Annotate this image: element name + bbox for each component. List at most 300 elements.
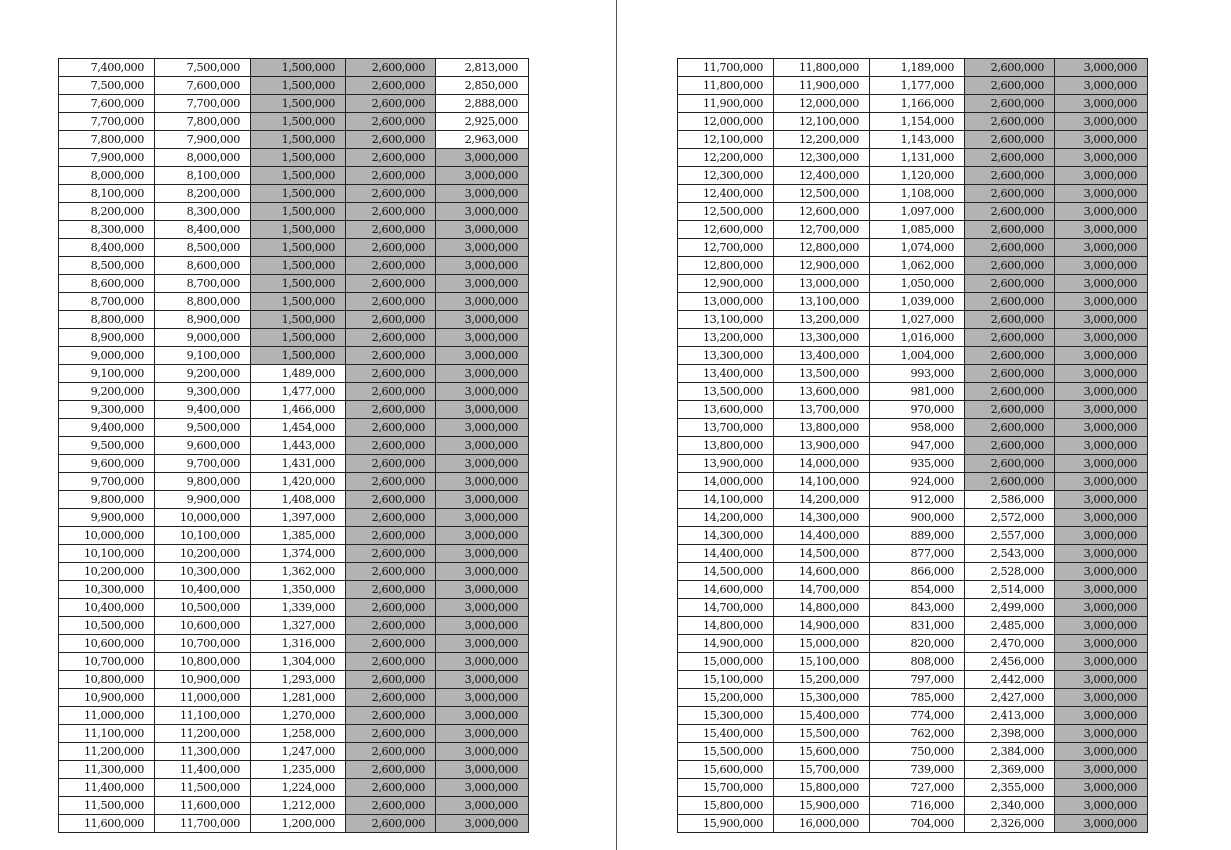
table-cell: 2,600,000 (346, 725, 436, 743)
table-cell: 2,600,000 (346, 257, 436, 275)
table-cell: 3,000,000 (436, 167, 529, 185)
table-row (678, 257, 1148, 275)
table-cell: 7,900,000 (155, 131, 251, 149)
table-cell: 2,600,000 (346, 527, 436, 545)
table-cell: 1,477,000 (251, 383, 346, 401)
table-cell: 3,000,000 (436, 293, 529, 311)
table-cell: 12,200,000 (678, 149, 774, 167)
table-cell: 2,600,000 (346, 239, 436, 257)
table-cell: 9,200,000 (155, 365, 251, 383)
table-row (678, 797, 1148, 815)
table-cell: 15,000,000 (678, 653, 774, 671)
table-cell: 2,600,000 (346, 653, 436, 671)
table-row (678, 455, 1148, 473)
table-cell: 2,600,000 (346, 203, 436, 221)
table-cell: 970,000 (870, 401, 965, 419)
table-row (678, 401, 1148, 419)
table-cell: 8,800,000 (155, 293, 251, 311)
table-cell: 11,200,000 (155, 725, 251, 743)
table-cell: 1,177,000 (870, 77, 965, 95)
table-cell: 15,100,000 (774, 653, 870, 671)
table-cell: 3,000,000 (436, 563, 529, 581)
table-cell: 13,800,000 (774, 419, 870, 437)
table-cell: 3,000,000 (1055, 293, 1148, 311)
table-cell: 1,500,000 (251, 239, 346, 257)
table-cell: 1,443,000 (251, 437, 346, 455)
table-cell: 13,300,000 (774, 329, 870, 347)
table-cell: 1,120,000 (870, 167, 965, 185)
table-cell: 2,600,000 (965, 239, 1055, 257)
table-cell: 9,600,000 (59, 455, 155, 473)
table-cell: 1,316,000 (251, 635, 346, 653)
table-cell: 2,600,000 (965, 257, 1055, 275)
table-cell: 1,039,000 (870, 293, 965, 311)
table-cell: 14,600,000 (678, 581, 774, 599)
table-row (59, 185, 529, 203)
table-row (678, 635, 1148, 653)
table-cell: 3,000,000 (1055, 509, 1148, 527)
table-cell: 2,813,000 (436, 59, 529, 77)
table-cell: 981,000 (870, 383, 965, 401)
table-row (59, 401, 529, 419)
table-cell: 808,000 (870, 653, 965, 671)
table-row (59, 725, 529, 743)
table-cell: 1,258,000 (251, 725, 346, 743)
table-cell: 704,000 (870, 815, 965, 833)
table-cell: 2,600,000 (346, 671, 436, 689)
table-cell: 1,385,000 (251, 527, 346, 545)
table-cell: 3,000,000 (436, 383, 529, 401)
table-cell: 3,000,000 (436, 257, 529, 275)
table-cell: 11,300,000 (155, 743, 251, 761)
table-cell: 15,400,000 (678, 725, 774, 743)
table-cell: 3,000,000 (436, 779, 529, 797)
table-cell: 2,925,000 (436, 113, 529, 131)
table-cell: 2,888,000 (436, 95, 529, 113)
table-cell: 3,000,000 (1055, 401, 1148, 419)
table-cell: 9,300,000 (59, 401, 155, 419)
table-cell: 3,000,000 (436, 347, 529, 365)
table-cell: 3,000,000 (436, 815, 529, 833)
table-cell: 10,700,000 (59, 653, 155, 671)
table-cell: 3,000,000 (1055, 437, 1148, 455)
table-row (678, 617, 1148, 635)
table-cell: 1,500,000 (251, 185, 346, 203)
table-cell: 9,700,000 (155, 455, 251, 473)
table-cell: 12,200,000 (774, 131, 870, 149)
table-cell: 13,900,000 (678, 455, 774, 473)
table-cell: 8,500,000 (59, 257, 155, 275)
table-cell: 2,600,000 (346, 635, 436, 653)
table-cell: 2,600,000 (346, 797, 436, 815)
table-cell: 727,000 (870, 779, 965, 797)
table-cell: 15,800,000 (678, 797, 774, 815)
table-cell: 7,800,000 (59, 131, 155, 149)
table-cell: 14,400,000 (774, 527, 870, 545)
table-cell: 2,600,000 (965, 437, 1055, 455)
table-cell: 3,000,000 (436, 437, 529, 455)
table-row (59, 275, 529, 293)
table-cell: 9,100,000 (155, 347, 251, 365)
table-cell: 3,000,000 (1055, 527, 1148, 545)
table-cell: 15,500,000 (774, 725, 870, 743)
table-row (59, 239, 529, 257)
table-cell: 1,500,000 (251, 167, 346, 185)
table-cell: 2,600,000 (346, 95, 436, 113)
table-cell: 1,500,000 (251, 347, 346, 365)
table-cell: 2,600,000 (965, 293, 1055, 311)
table-cell: 3,000,000 (1055, 635, 1148, 653)
table-cell: 3,000,000 (1055, 581, 1148, 599)
table-row (59, 293, 529, 311)
table-cell: 3,000,000 (1055, 365, 1148, 383)
table-cell: 12,000,000 (678, 113, 774, 131)
table-cell: 2,600,000 (346, 743, 436, 761)
table-cell: 8,100,000 (59, 185, 155, 203)
table-cell: 16,000,000 (774, 815, 870, 833)
table-cell: 3,000,000 (436, 671, 529, 689)
table-cell: 15,600,000 (774, 743, 870, 761)
table-cell: 877,000 (870, 545, 965, 563)
table-cell: 1,397,000 (251, 509, 346, 527)
table-row (678, 149, 1148, 167)
table-cell: 1,500,000 (251, 203, 346, 221)
table-cell: 13,500,000 (774, 365, 870, 383)
table-cell: 8,700,000 (155, 275, 251, 293)
table-cell: 12,700,000 (678, 239, 774, 257)
table-row (59, 383, 529, 401)
table-cell: 11,600,000 (59, 815, 155, 833)
table-cell: 2,600,000 (965, 59, 1055, 77)
table-cell: 11,600,000 (155, 797, 251, 815)
table-cell: 1,500,000 (251, 77, 346, 95)
table-cell: 9,400,000 (59, 419, 155, 437)
table-cell: 9,000,000 (155, 329, 251, 347)
table-cell: 2,850,000 (436, 77, 529, 95)
table-cell: 13,600,000 (774, 383, 870, 401)
tax-table-right (677, 58, 1148, 833)
table-cell: 11,000,000 (59, 707, 155, 725)
table-row (678, 653, 1148, 671)
table-row (678, 725, 1148, 743)
table-cell: 774,000 (870, 707, 965, 725)
table-cell: 3,000,000 (1055, 329, 1148, 347)
table-cell: 2,600,000 (346, 707, 436, 725)
table-row (678, 383, 1148, 401)
table-row (59, 509, 529, 527)
table-row (678, 581, 1148, 599)
table-cell: 3,000,000 (1055, 725, 1148, 743)
table-cell: 3,000,000 (1055, 419, 1148, 437)
table-cell: 11,900,000 (678, 95, 774, 113)
table-cell: 11,800,000 (774, 59, 870, 77)
table-row (59, 149, 529, 167)
table-row (59, 527, 529, 545)
table-cell: 2,600,000 (965, 203, 1055, 221)
table-cell: 3,000,000 (1055, 671, 1148, 689)
table-cell: 2,600,000 (346, 77, 436, 95)
table-cell: 12,600,000 (774, 203, 870, 221)
table-cell: 12,000,000 (774, 95, 870, 113)
table-cell: 797,000 (870, 671, 965, 689)
table-row (59, 653, 529, 671)
table-cell: 3,000,000 (436, 617, 529, 635)
table-row (59, 689, 529, 707)
table-cell: 12,800,000 (774, 239, 870, 257)
table-cell: 3,000,000 (1055, 563, 1148, 581)
table-cell: 10,200,000 (155, 545, 251, 563)
table-cell: 1,420,000 (251, 473, 346, 491)
table-cell: 15,300,000 (678, 707, 774, 725)
table-cell: 3,000,000 (436, 149, 529, 167)
table-cell: 3,000,000 (436, 275, 529, 293)
table-row (678, 437, 1148, 455)
table-cell: 14,000,000 (774, 455, 870, 473)
table-cell: 15,800,000 (774, 779, 870, 797)
table-cell: 7,500,000 (155, 59, 251, 77)
table-cell: 12,600,000 (678, 221, 774, 239)
table-cell: 3,000,000 (436, 527, 529, 545)
table-row (678, 365, 1148, 383)
table-cell: 2,456,000 (965, 653, 1055, 671)
table-cell: 2,600,000 (965, 347, 1055, 365)
table-row (59, 743, 529, 761)
table-cell: 8,900,000 (59, 329, 155, 347)
table-cell: 15,100,000 (678, 671, 774, 689)
table-cell: 10,600,000 (59, 635, 155, 653)
table-cell: 12,100,000 (774, 113, 870, 131)
table-cell: 1,224,000 (251, 779, 346, 797)
table-cell: 2,340,000 (965, 797, 1055, 815)
table-cell: 1,500,000 (251, 149, 346, 167)
table-cell: 2,600,000 (965, 77, 1055, 95)
table-row (59, 455, 529, 473)
table-row (678, 275, 1148, 293)
table-cell: 14,200,000 (774, 491, 870, 509)
table-cell: 2,600,000 (346, 689, 436, 707)
table-row (678, 113, 1148, 131)
table-cell: 9,500,000 (155, 419, 251, 437)
table-cell: 2,586,000 (965, 491, 1055, 509)
table-cell: 2,600,000 (965, 329, 1055, 347)
table-cell: 7,700,000 (155, 95, 251, 113)
table-cell: 11,900,000 (774, 77, 870, 95)
table-cell: 9,100,000 (59, 365, 155, 383)
table-cell: 2,600,000 (346, 599, 436, 617)
table-cell: 9,800,000 (155, 473, 251, 491)
table-cell: 9,200,000 (59, 383, 155, 401)
table-cell: 2,600,000 (346, 275, 436, 293)
table-cell: 3,000,000 (1055, 779, 1148, 797)
table-cell: 1,108,000 (870, 185, 965, 203)
table-row (678, 221, 1148, 239)
table-cell: 10,300,000 (155, 563, 251, 581)
table-cell: 10,800,000 (155, 653, 251, 671)
table-row (59, 491, 529, 509)
table-cell: 3,000,000 (1055, 221, 1148, 239)
table-cell: 2,600,000 (346, 563, 436, 581)
table-cell: 3,000,000 (436, 491, 529, 509)
table-cell: 11,500,000 (59, 797, 155, 815)
table-cell: 2,600,000 (346, 167, 436, 185)
table-row (59, 437, 529, 455)
table-row (678, 95, 1148, 113)
table-cell: 3,000,000 (436, 221, 529, 239)
table-cell: 10,000,000 (59, 527, 155, 545)
table-cell: 15,400,000 (774, 707, 870, 725)
table-row (59, 95, 529, 113)
table-cell: 3,000,000 (1055, 473, 1148, 491)
table-cell: 13,100,000 (774, 293, 870, 311)
table-cell: 2,600,000 (346, 491, 436, 509)
table-cell: 12,500,000 (678, 203, 774, 221)
table-cell: 3,000,000 (436, 653, 529, 671)
table-cell: 854,000 (870, 581, 965, 599)
table-cell: 10,600,000 (155, 617, 251, 635)
table-cell: 2,600,000 (346, 149, 436, 167)
table-cell: 14,700,000 (678, 599, 774, 617)
table-cell: 2,514,000 (965, 581, 1055, 599)
table-cell: 10,900,000 (59, 689, 155, 707)
table-row (678, 545, 1148, 563)
table-cell: 14,500,000 (774, 545, 870, 563)
table-row (59, 473, 529, 491)
table-row (678, 491, 1148, 509)
table-cell: 1,500,000 (251, 311, 346, 329)
table-cell: 2,600,000 (346, 113, 436, 131)
table-cell: 12,800,000 (678, 257, 774, 275)
table-cell: 11,800,000 (678, 77, 774, 95)
table-row (678, 239, 1148, 257)
table-cell: 2,485,000 (965, 617, 1055, 635)
table-cell: 15,200,000 (774, 671, 870, 689)
table-cell: 12,900,000 (678, 275, 774, 293)
table-row (59, 365, 529, 383)
table-cell: 3,000,000 (436, 599, 529, 617)
table-cell: 2,600,000 (965, 149, 1055, 167)
table-row (678, 563, 1148, 581)
table-cell: 13,900,000 (774, 437, 870, 455)
table-cell: 8,200,000 (155, 185, 251, 203)
table-cell: 7,600,000 (59, 95, 155, 113)
table-row (678, 527, 1148, 545)
table-row (678, 689, 1148, 707)
table-cell: 2,600,000 (965, 401, 1055, 419)
table-cell: 2,600,000 (965, 167, 1055, 185)
table-cell: 3,000,000 (436, 419, 529, 437)
table-cell: 1,235,000 (251, 761, 346, 779)
table-cell: 12,400,000 (774, 167, 870, 185)
table-cell: 3,000,000 (436, 509, 529, 527)
table-cell: 15,500,000 (678, 743, 774, 761)
table-cell: 3,000,000 (1055, 185, 1148, 203)
table-cell: 866,000 (870, 563, 965, 581)
table-cell: 2,600,000 (346, 311, 436, 329)
table-cell: 1,281,000 (251, 689, 346, 707)
table-cell: 2,557,000 (965, 527, 1055, 545)
table-cell: 14,400,000 (678, 545, 774, 563)
table-cell: 9,800,000 (59, 491, 155, 509)
table-cell: 3,000,000 (436, 185, 529, 203)
table-cell: 1,074,000 (870, 239, 965, 257)
table-cell: 2,600,000 (965, 95, 1055, 113)
table-cell: 3,000,000 (1055, 743, 1148, 761)
table-cell: 3,000,000 (436, 581, 529, 599)
table-cell: 2,600,000 (965, 419, 1055, 437)
table-cell: 3,000,000 (436, 365, 529, 383)
table-cell: 3,000,000 (1055, 311, 1148, 329)
table-cell: 1,293,000 (251, 671, 346, 689)
table-cell: 3,000,000 (436, 455, 529, 473)
table-row (59, 347, 529, 365)
table-cell: 924,000 (870, 473, 965, 491)
table-cell: 2,528,000 (965, 563, 1055, 581)
table-cell: 13,700,000 (678, 419, 774, 437)
table-cell: 2,600,000 (346, 437, 436, 455)
table-row (678, 167, 1148, 185)
table-cell: 8,300,000 (155, 203, 251, 221)
table-cell: 993,000 (870, 365, 965, 383)
table-cell: 2,600,000 (346, 401, 436, 419)
table-cell: 12,400,000 (678, 185, 774, 203)
table-cell: 12,300,000 (774, 149, 870, 167)
table-row (678, 347, 1148, 365)
table-cell: 2,413,000 (965, 707, 1055, 725)
table-cell: 3,000,000 (436, 545, 529, 563)
table-cell: 3,000,000 (1055, 59, 1148, 77)
table-cell: 1,500,000 (251, 221, 346, 239)
table-cell: 831,000 (870, 617, 965, 635)
table-cell: 2,600,000 (346, 617, 436, 635)
table-row (59, 635, 529, 653)
table-cell: 2,326,000 (965, 815, 1055, 833)
table-row (59, 671, 529, 689)
table-cell: 15,000,000 (774, 635, 870, 653)
table-cell: 14,600,000 (774, 563, 870, 581)
table-cell: 1,500,000 (251, 131, 346, 149)
table-cell: 10,100,000 (155, 527, 251, 545)
table-cell: 8,100,000 (155, 167, 251, 185)
page-divider (616, 0, 617, 850)
table-cell: 2,600,000 (965, 365, 1055, 383)
table-row (59, 329, 529, 347)
table-cell: 3,000,000 (1055, 113, 1148, 131)
table-row (678, 509, 1148, 527)
table-cell: 2,600,000 (346, 347, 436, 365)
table-cell: 7,800,000 (155, 113, 251, 131)
table-cell: 9,700,000 (59, 473, 155, 491)
table-row (678, 671, 1148, 689)
table-cell: 1,500,000 (251, 59, 346, 77)
table-cell: 1,500,000 (251, 257, 346, 275)
table-cell: 2,600,000 (965, 311, 1055, 329)
table-cell: 15,200,000 (678, 689, 774, 707)
table-cell: 14,200,000 (678, 509, 774, 527)
table-cell: 11,000,000 (155, 689, 251, 707)
table-row (678, 131, 1148, 149)
table-cell: 2,384,000 (965, 743, 1055, 761)
table-cell: 3,000,000 (1055, 257, 1148, 275)
table-cell: 2,543,000 (965, 545, 1055, 563)
table-cell: 8,800,000 (59, 311, 155, 329)
table-cell: 13,600,000 (678, 401, 774, 419)
table-cell: 1,154,000 (870, 113, 965, 131)
table-cell: 1,270,000 (251, 707, 346, 725)
table-cell: 7,700,000 (59, 113, 155, 131)
table-cell: 843,000 (870, 599, 965, 617)
table-cell: 2,600,000 (346, 509, 436, 527)
table-cell: 3,000,000 (436, 689, 529, 707)
